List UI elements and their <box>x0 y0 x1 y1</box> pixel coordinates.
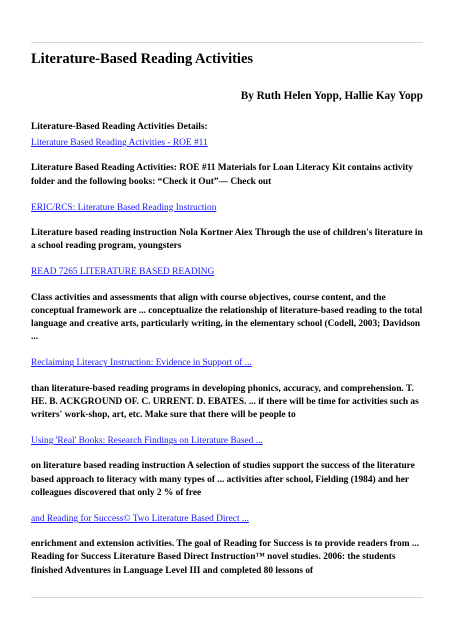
top-rule <box>31 42 423 43</box>
entry-1 <box>31 137 427 189</box>
entry-link-1[interactable]: Literature Based Reading Activities - ROE #11 <box>31 138 208 149</box>
entry-link-5[interactable]: Using 'Real' Books: Research Findings on Literature Based ... <box>31 436 263 447</box>
document-body <box>31 121 427 591</box>
entry-text-6: enrichment and extension activities. The goal of Reading for Success is to provide readers from ... Reading for Success Literature Based Direct Instruction™ novel studies. 2006: the students finished Adventures in Language Level III and completed 80 lessons of <box>31 539 419 576</box>
entry-5 <box>31 435 427 500</box>
entry-link-6[interactable]: and Reading for Success© Two Literature Based Direct ... <box>31 514 249 525</box>
entry-text-5: on literature based reading instruction A selection of studies support the success of the literature based approach to literacy with many types of ... activities after school, Fielding (1984) and her colleagues discovered that only 2 % of free <box>31 461 415 498</box>
entry-link-3[interactable]: READ 7265 LITERATURE BASED READING <box>31 267 215 278</box>
bottom-rule <box>31 597 423 598</box>
details-label: Literature-Based Reading Activities Details: <box>31 122 208 132</box>
entry-text-3: Class activities and assessments that align with course objectives, course content, and the conceptual framework are ... conceptualize the relationship of literature-based reading to the total language and creative arts, particularly writing, in the elementary school (Codell, 2003; Davidson ... <box>31 292 423 343</box>
entry-4 <box>31 357 427 422</box>
document-title: Literature-Based Reading Activities <box>31 51 254 67</box>
entry-3 <box>31 266 427 344</box>
entry-text-4: than literature-based reading programs in developing phonics, accuracy, and comprehension. T. HE. B. ACKGROUND OF. C. URRENT. D. EBATES. ... if there will be time for activities such as writers' work-shop, art, etc. Make sure that there will be people to <box>31 383 419 421</box>
entry-link-4[interactable]: Reclaiming Literacy Instruction: Evidence in Support of ... <box>31 358 252 369</box>
entry-2 <box>31 202 427 254</box>
entry-6 <box>31 513 427 578</box>
entry-link-2[interactable]: ERIC/RCS: Literature Based Reading Instruction <box>31 202 217 213</box>
entry-text-2: Literature based reading instruction Nola Kortner Aiex Through the use of children's literature in a school reading program, youngsters <box>31 228 423 252</box>
entry-text-1: Literature Based Reading Activities: ROE #11 Materials for Loan Literacy Kit contains activity folder and the following books: “Check it Out”— Check out <box>31 163 413 187</box>
document-authors: By Ruth Helen Yopp, Hallie Kay Yopp <box>240 90 423 102</box>
